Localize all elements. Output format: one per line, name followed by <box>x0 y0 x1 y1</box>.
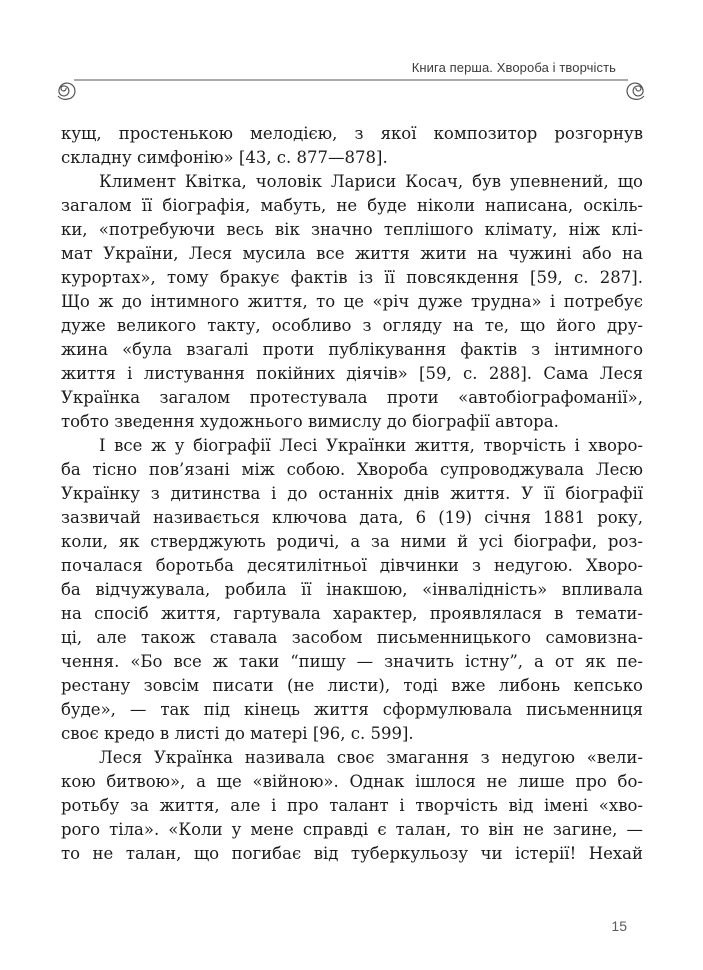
text-line: рестану зовсім писати (не листи), тоді вже либонь кепсько <box>61 676 643 695</box>
left-spiral-icon <box>58 83 75 99</box>
text-line: то не талан, що погибає від туберкульозу чи істерії! Нехай <box>61 844 643 863</box>
text-line: ці, але також ставала засобом письменницького самовизна- <box>61 628 643 647</box>
text-line: почалася боротьба десятилітньої дівчинки з недугою. Хворо- <box>61 556 643 575</box>
text-line: Українку з дитинства і до останніх днів життя. У її біографії <box>61 484 643 503</box>
text-line: тобто зведення художнього вимислу до біографії автора. <box>61 412 559 431</box>
text-line: рого тіла». «Коли у мене справді є талан, то він не загине, — <box>61 820 643 839</box>
text-line: мат України, Леся мусила все життя жити на чужині або на <box>61 244 643 263</box>
text-line: ба тісно пов’язані між собою. Хвороба супроводжувала Лесю <box>61 460 643 479</box>
header-ornament-rule <box>52 76 650 104</box>
text-line: Українка загалом протестувала проти «автобіографоманії», <box>61 388 643 407</box>
running-head-title: Книга перша. Хвороба і творчість <box>411 60 616 75</box>
text-line: на спосіб життя, гартувала характер, проявлялася в темати- <box>61 604 643 623</box>
text-line: складну симфонію» [43, с. 877—878]. <box>61 148 388 167</box>
text-line: буде», — так під кінець життя сформулювала письменниця <box>61 700 643 719</box>
text-line: ротьбу за життя, але і про талант і творчість від імені «хво- <box>61 796 643 815</box>
text-line: кущ, простенькою мелодією, з якої композитор розгорнув <box>61 124 643 143</box>
text-line: чення. «Бо все ж таки “пишу — значить істну”, а от як пе- <box>61 652 643 671</box>
page-number: 15 <box>611 918 627 934</box>
text-line: кою битвою», а ще «війною». Однак ішлося не лише про бо- <box>61 772 643 791</box>
text-line: зазвичай називається ключова дата, 6 (19) січня 1881 року, <box>61 508 643 527</box>
text-line: ки, «потребуючи весь вік значно теплішого клімату, ніж клі- <box>61 220 643 239</box>
text-line: жина «була взагалі проти публікування фактів з інтимного <box>61 340 643 359</box>
right-spiral-icon <box>627 83 644 99</box>
text-line: курортах», тому бракує фактів із її повсякдення [59, с. 287]. <box>61 268 643 287</box>
text-line: Климент Квітка, чоловік Лариси Косач, був упевнений, що <box>99 172 643 191</box>
text-line: Леся Українка називала своє змагання з недугою «вели- <box>99 748 643 767</box>
text-line: загалом її біографія, мабуть, не буде ніколи написана, оскіль- <box>61 196 643 215</box>
body-text <box>61 122 643 866</box>
text-line: своє кредо в листі до матері [96, с. 599]. <box>61 724 414 743</box>
text-line: життя і листування покійних діячів» [59, с. 288]. Сама Леся <box>61 364 643 383</box>
text-line: Що ж до інтимного життя, то це «річ дуже трудна» і потребує <box>61 292 643 311</box>
text-line: І все ж у біографії Лесі Українки життя, творчість і хворо- <box>99 436 643 455</box>
text-line: коли, як стверджують родичі, а за ними й усі біографи, роз- <box>61 532 643 551</box>
text-line: ба відчужувала, робила її інакшою, «інвалідність» впливала <box>61 580 643 599</box>
text-line: дуже великого такту, особливо з огляду на те, що його дру- <box>61 316 643 335</box>
